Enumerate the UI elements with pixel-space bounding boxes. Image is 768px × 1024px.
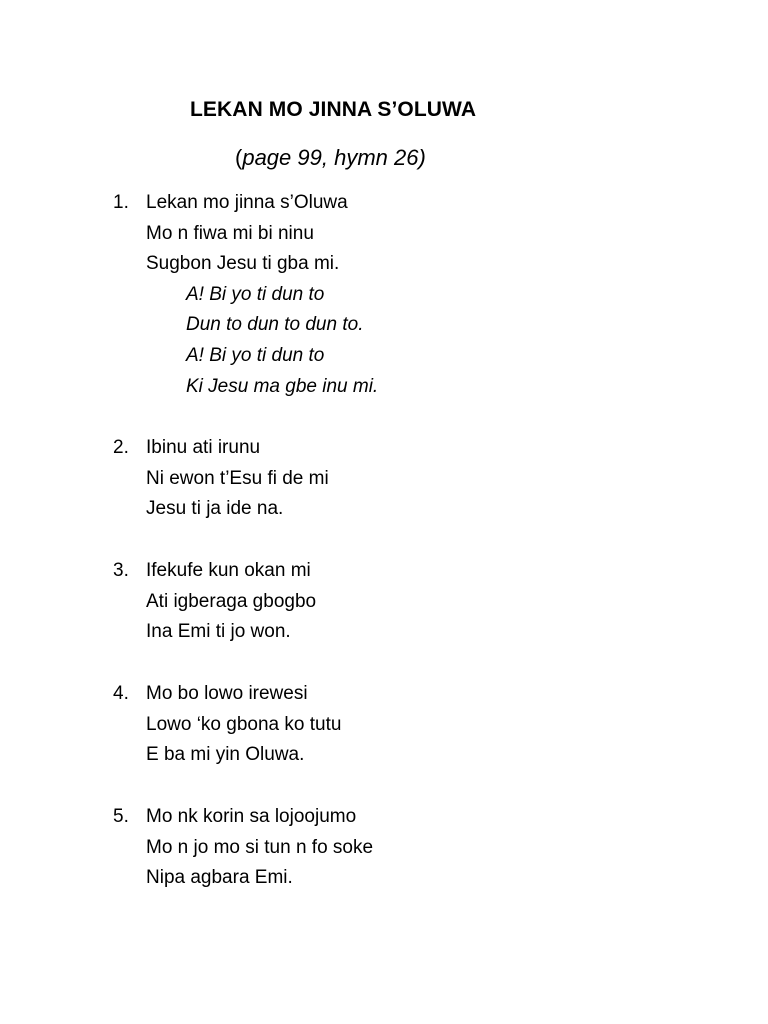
- refrain-line: Dun to dun to dun to.: [186, 314, 364, 336]
- stanza-number: 5.: [113, 806, 129, 827]
- stanza-number: 3.: [113, 560, 129, 581]
- verse-line: Mo bo lowo irewesi: [146, 683, 308, 704]
- verse-line: Nipa agbara Emi.: [146, 867, 293, 889]
- stanza-lines: [146, 188, 378, 402]
- stanza-lines: [146, 433, 329, 525]
- verse-line: Ifekufe kun okan mi: [146, 560, 311, 581]
- stanza-lines: [146, 556, 316, 648]
- hymn-title: LEKAN MO JINNA S’OLUWA: [190, 98, 477, 121]
- verse-line: Jesu ti ja ide na.: [146, 498, 284, 520]
- verse-line: Lekan mo jinna s’Oluwa: [146, 192, 348, 213]
- stanza-number: 2.: [113, 437, 129, 458]
- verse-line: Mo n jo mo si tun n fo soke: [146, 836, 374, 858]
- reference-text: page 99, hymn 26): [242, 145, 426, 170]
- verse-line: Mo n fiwa mi bi ninu: [146, 222, 314, 244]
- verse-line: Ina Emi ti jo won.: [146, 621, 291, 643]
- verse-line: Ni ewon t’Esu fi de mi: [146, 467, 329, 489]
- stanza-lines: [146, 802, 373, 894]
- refrain-line: Ki Jesu ma gbe inu mi.: [186, 375, 379, 397]
- stanza-lines: [146, 679, 341, 771]
- refrain-line: A! Bi yo ti dun to: [186, 344, 325, 366]
- refrain-line: A! Bi yo ti dun to: [186, 283, 325, 305]
- verse-line: Mo nk korin sa lojoojumo: [146, 806, 357, 827]
- reference-open-paren: (: [235, 145, 243, 170]
- hymn-reference: [235, 145, 426, 171]
- verse-line: E ba mi yin Oluwa.: [146, 744, 305, 766]
- verse-line: Ibinu ati irunu: [146, 437, 261, 458]
- stanza-number: 1.: [113, 192, 129, 213]
- verse-line: Ati igberaga gbogbo: [146, 590, 317, 612]
- verse-line: Sugbon Jesu ti gba mi.: [146, 253, 340, 275]
- stanza-number: 4.: [113, 683, 129, 704]
- verse-line: Lowo ‘ko gbona ko tutu: [146, 713, 342, 735]
